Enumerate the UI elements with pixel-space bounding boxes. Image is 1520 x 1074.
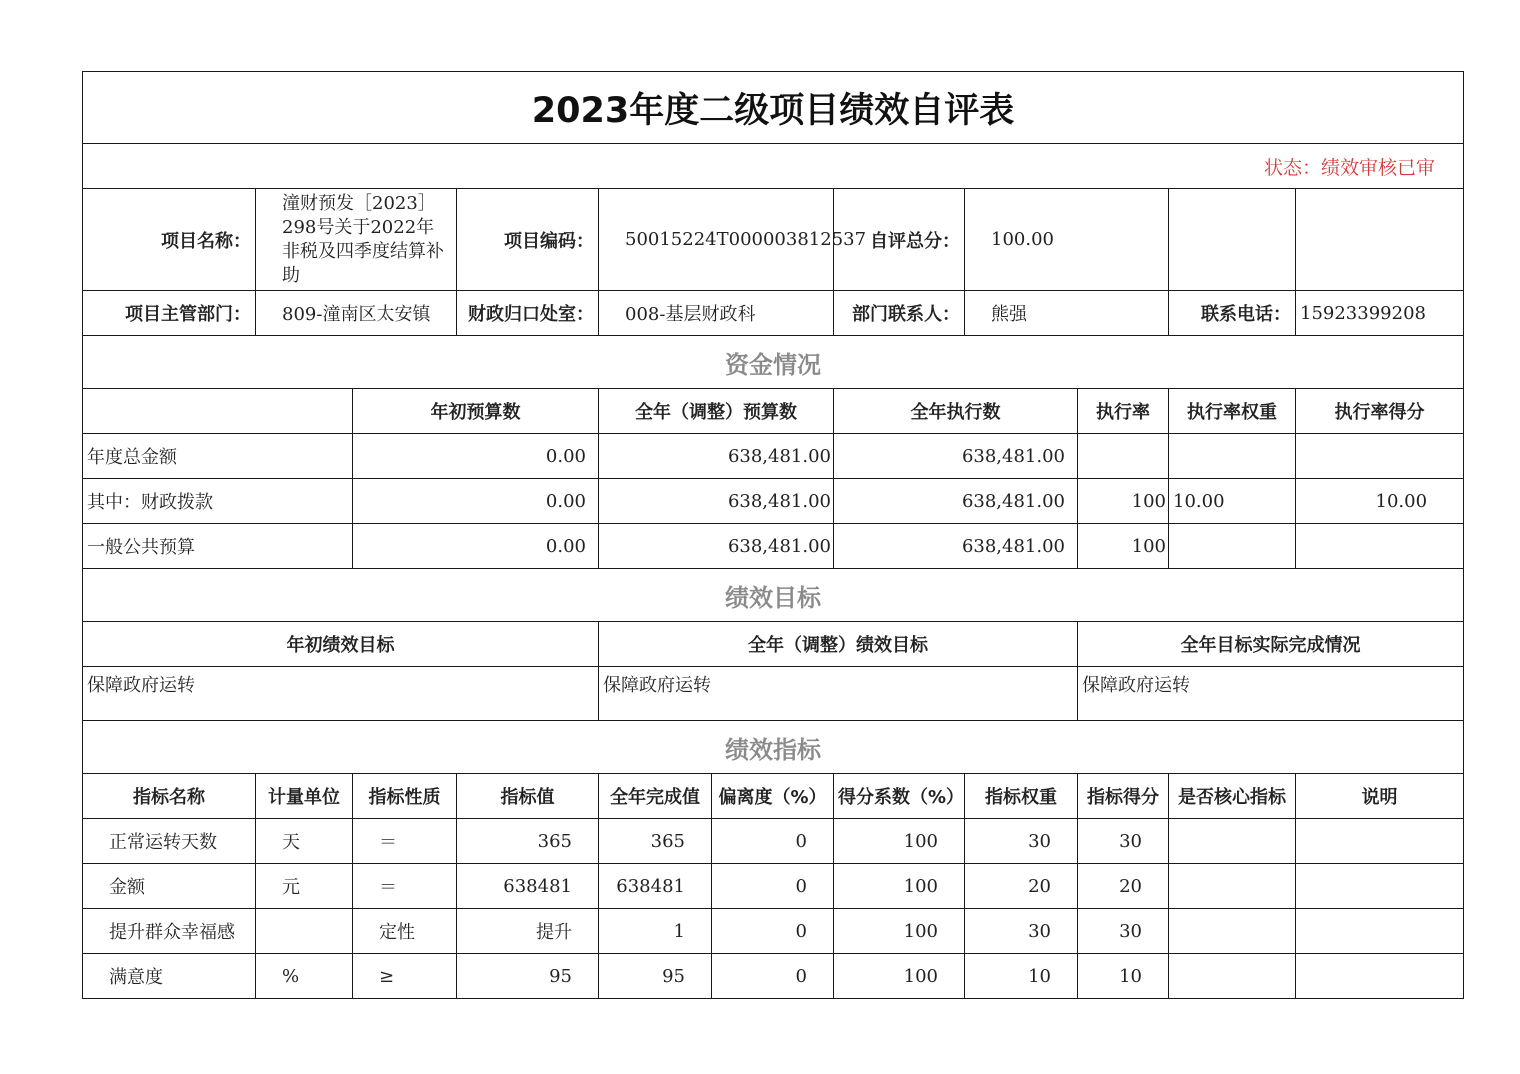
score-value: 100.00 xyxy=(965,189,1169,291)
fund-executed: 638,481.00 xyxy=(834,524,1078,569)
indicator-unit: 元 xyxy=(256,864,353,909)
score-label: 自评总分： xyxy=(834,189,965,291)
dept-value: 809-潼南区太安镇 xyxy=(256,291,457,336)
indicator-core xyxy=(1169,864,1296,909)
indicator-core xyxy=(1169,954,1296,999)
phone-label: 联系电话： xyxy=(1169,291,1296,336)
fund-adjusted: 638,481.00 xyxy=(599,479,834,524)
indicator-name: 金额 xyxy=(83,864,256,909)
table-row xyxy=(83,434,1464,479)
evaluation-table xyxy=(82,71,1464,999)
funds-header: 年初预算数 xyxy=(353,389,599,434)
indicator-deviation: 0 xyxy=(712,819,834,864)
indicator-name: 满意度 xyxy=(83,954,256,999)
funds-header-blank xyxy=(83,389,353,434)
indicator-weight: 20 xyxy=(965,864,1078,909)
table-row xyxy=(83,819,1464,864)
indicator-weight: 10 xyxy=(965,954,1078,999)
indicator-done: 1 xyxy=(599,909,712,954)
funds-header: 全年（调整）预算数 xyxy=(599,389,834,434)
indicator-header: 指标权重 xyxy=(965,774,1078,819)
indicator-header: 全年完成值 xyxy=(599,774,712,819)
phone-value: 15923399208 xyxy=(1296,291,1464,336)
indicator-weight: 30 xyxy=(965,909,1078,954)
table-row xyxy=(83,864,1464,909)
fund-executed: 638,481.00 xyxy=(834,479,1078,524)
funds-header: 执行率 xyxy=(1078,389,1169,434)
project-name-value: 潼财预发［2023］298号关于2022年非税及四季度结算补助 xyxy=(256,189,457,291)
indicator-coefficient: 100 xyxy=(834,954,965,999)
indicator-coefficient: 100 xyxy=(834,864,965,909)
status-badge: 状态：绩效审核已审 xyxy=(83,144,1464,189)
table-row xyxy=(83,524,1464,569)
indicator-unit xyxy=(256,909,353,954)
goals-header: 全年目标实际完成情况 xyxy=(1078,622,1464,667)
fund-initial: 0.00 xyxy=(353,524,599,569)
fund-name: 其中：财政拨款 xyxy=(83,479,353,524)
indicator-header: 指标性质 xyxy=(353,774,457,819)
indicator-deviation: 0 xyxy=(712,909,834,954)
indicator-core xyxy=(1169,909,1296,954)
goal-initial: 保障政府运转 xyxy=(83,667,599,721)
fund-score xyxy=(1296,434,1464,479)
fund-initial: 0.00 xyxy=(353,479,599,524)
fund-rate: 100 xyxy=(1078,479,1169,524)
project-code-label: 项目编码： xyxy=(457,189,599,291)
indicator-coefficient: 100 xyxy=(834,909,965,954)
finance-value: 008-基层财政科 xyxy=(599,291,834,336)
goals-section-title: 绩效目标 xyxy=(83,569,1464,622)
fund-weight xyxy=(1169,434,1296,479)
fund-name: 一般公共预算 xyxy=(83,524,353,569)
indicator-value: 95 xyxy=(457,954,599,999)
indicator-header: 计量单位 xyxy=(256,774,353,819)
indicator-nature: ＝ xyxy=(353,819,457,864)
goal-adjusted: 保障政府运转 xyxy=(599,667,1078,721)
indicator-header: 指标值 xyxy=(457,774,599,819)
indicator-value: 638481 xyxy=(457,864,599,909)
indicator-weight: 30 xyxy=(965,819,1078,864)
fund-adjusted: 638,481.00 xyxy=(599,524,834,569)
indicator-header: 是否核心指标 xyxy=(1169,774,1296,819)
fund-weight xyxy=(1169,524,1296,569)
indicator-nature: ≥ xyxy=(353,954,457,999)
indicator-score: 30 xyxy=(1078,819,1169,864)
indicator-nature: ＝ xyxy=(353,864,457,909)
empty-cell xyxy=(1296,189,1464,291)
finance-label: 财政归口处室： xyxy=(457,291,599,336)
indicator-header: 说明 xyxy=(1296,774,1464,819)
indicator-deviation: 0 xyxy=(712,864,834,909)
contact-label: 部门联系人： xyxy=(834,291,965,336)
indicator-value: 365 xyxy=(457,819,599,864)
indicator-note xyxy=(1296,909,1464,954)
indicator-score: 20 xyxy=(1078,864,1169,909)
indicator-unit: % xyxy=(256,954,353,999)
table-row xyxy=(83,479,1464,524)
indicator-name: 提升群众幸福感 xyxy=(83,909,256,954)
funds-header: 执行率权重 xyxy=(1169,389,1296,434)
fund-rate xyxy=(1078,434,1169,479)
funds-header: 全年执行数 xyxy=(834,389,1078,434)
empty-cell xyxy=(1169,189,1296,291)
fund-initial: 0.00 xyxy=(353,434,599,479)
indicators-section-title: 绩效指标 xyxy=(83,721,1464,774)
contact-value: 熊强 xyxy=(965,291,1169,336)
funds-header: 执行率得分 xyxy=(1296,389,1464,434)
indicator-note xyxy=(1296,864,1464,909)
table-row xyxy=(83,909,1464,954)
indicator-name: 正常运转天数 xyxy=(83,819,256,864)
indicator-note xyxy=(1296,819,1464,864)
funds-section-title: 资金情况 xyxy=(83,336,1464,389)
indicator-core xyxy=(1169,819,1296,864)
fund-score xyxy=(1296,524,1464,569)
indicator-header: 偏离度（%） xyxy=(712,774,834,819)
indicator-note xyxy=(1296,954,1464,999)
indicator-nature: 定性 xyxy=(353,909,457,954)
indicator-done: 638481 xyxy=(599,864,712,909)
table-row xyxy=(83,954,1464,999)
indicator-unit: 天 xyxy=(256,819,353,864)
indicator-done: 95 xyxy=(599,954,712,999)
fund-adjusted: 638,481.00 xyxy=(599,434,834,479)
dept-label: 项目主管部门： xyxy=(83,291,256,336)
page-title: 2023年度二级项目绩效自评表 xyxy=(83,72,1464,144)
indicator-score: 10 xyxy=(1078,954,1169,999)
fund-score: 10.00 xyxy=(1296,479,1464,524)
fund-executed: 638,481.00 xyxy=(834,434,1078,479)
project-code-value: 50015224T000003812537 xyxy=(599,189,834,291)
indicator-deviation: 0 xyxy=(712,954,834,999)
indicator-header: 得分系数（%） xyxy=(834,774,965,819)
indicator-coefficient: 100 xyxy=(834,819,965,864)
fund-rate: 100 xyxy=(1078,524,1169,569)
goal-actual: 保障政府运转 xyxy=(1078,667,1464,721)
evaluation-sheet xyxy=(82,71,1463,999)
fund-weight: 10.00 xyxy=(1169,479,1296,524)
fund-name: 年度总金额 xyxy=(83,434,353,479)
goals-header: 年初绩效目标 xyxy=(83,622,599,667)
indicator-header: 指标得分 xyxy=(1078,774,1169,819)
indicator-header: 指标名称 xyxy=(83,774,256,819)
indicator-score: 30 xyxy=(1078,909,1169,954)
project-name-label: 项目名称： xyxy=(83,189,256,291)
indicator-done: 365 xyxy=(599,819,712,864)
indicator-value: 提升 xyxy=(457,909,599,954)
goals-header: 全年（调整）绩效目标 xyxy=(599,622,1078,667)
